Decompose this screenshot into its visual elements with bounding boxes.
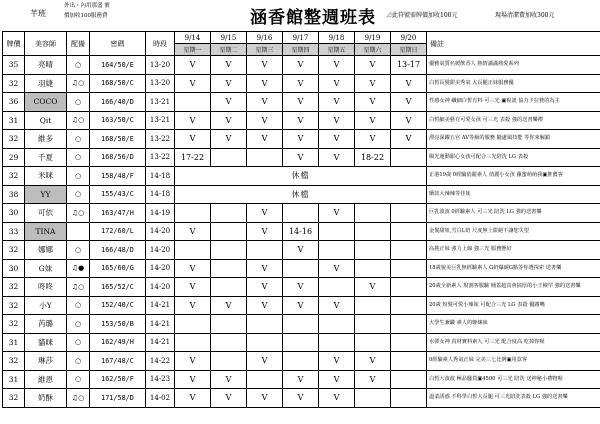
- day-cell: [175, 204, 211, 223]
- therapist-name: 維恩: [25, 370, 67, 389]
- note-cell: 優雅氣質名媛飲香人 熱情滿滿熱愛系列: [427, 56, 600, 75]
- day-cell: V: [211, 296, 247, 315]
- day-cell: [391, 370, 427, 389]
- date-header: 9/16: [247, 32, 283, 44]
- time-slot-cell: 14-21: [146, 333, 175, 352]
- measurement-cell: 168/50/E: [90, 130, 146, 149]
- price-cell: 32: [3, 352, 25, 371]
- price-cell: 32: [3, 241, 25, 260]
- day-cell: V: [319, 370, 355, 389]
- note-cell: 20歲全新素人 規割客服驗 桶蓋超真會搞厚的小王檢罕 強的送書樂: [427, 278, 600, 297]
- day-cell: V: [247, 296, 283, 315]
- price-cell: 32: [3, 130, 25, 149]
- day-cell: V: [175, 74, 211, 93]
- day-cell: [355, 259, 391, 278]
- config-cell: ○: [67, 93, 90, 112]
- note-cell: 0經驗素人秀氣正妹 完美三七比例▣用款客: [427, 352, 600, 371]
- day-cell: V: [319, 74, 355, 93]
- price-cell: 30: [3, 204, 25, 223]
- therapist-name: 小Y: [25, 296, 67, 315]
- time-slot-cell: 14-21: [146, 296, 175, 315]
- therapist-name: G妹: [25, 259, 67, 278]
- day-cell: V: [283, 56, 319, 75]
- price-cell: 35: [3, 56, 25, 75]
- day-cell: [211, 241, 247, 260]
- day-cell: V: [283, 111, 319, 130]
- price-cell: 32: [3, 296, 25, 315]
- measurement-cell: 162/50/F: [90, 370, 146, 389]
- day-cell: [355, 204, 391, 223]
- note-cell: 20歲 短髮可愛小辣妹 可配合三光 LG 表殺 優謝嘴: [427, 296, 600, 315]
- day-cell: [355, 389, 391, 408]
- day-off-cell: 休檔: [175, 167, 427, 186]
- price-cell: 31: [3, 370, 25, 389]
- col-header-measure: 密碼: [90, 32, 146, 56]
- day-cell: [175, 93, 211, 112]
- table-row: [3, 389, 600, 408]
- day-cell: V: [355, 370, 391, 389]
- day-cell: [391, 259, 427, 278]
- day-cell: [391, 389, 427, 408]
- weekday-header: 星期六: [355, 44, 391, 56]
- measurement-cell: 163/50/C: [90, 111, 146, 130]
- header-sub-2: 價加收100服務費: [64, 13, 108, 19]
- day-cell: V: [211, 56, 247, 75]
- day-cell: [391, 204, 427, 223]
- therapist-name: 羽婕: [25, 74, 67, 93]
- config-cell: ○: [67, 333, 90, 352]
- therapist-name: 維多: [25, 130, 67, 149]
- measurement-cell: 152/40/C: [90, 296, 146, 315]
- table-row: [3, 259, 600, 278]
- day-cell: V: [355, 352, 391, 371]
- day-cell: [355, 222, 391, 241]
- time-slot-cell: 13-22: [146, 148, 175, 167]
- day-cell: [355, 315, 391, 334]
- measurement-cell: 166/40/D: [90, 93, 146, 112]
- day-cell: 13-17: [391, 56, 427, 75]
- date-header: 9/14: [175, 32, 211, 44]
- price-cell: 30: [3, 259, 25, 278]
- table-row: [3, 93, 600, 112]
- measurement-cell: 165/60/G: [90, 259, 146, 278]
- note-cell: 陽光運動甜心女孩可配合三光陪洗 LG 表殺: [427, 148, 600, 167]
- measurement-cell: 155/43/C: [90, 185, 146, 204]
- header-row-dates: [3, 32, 600, 44]
- therapist-name: TINA: [25, 222, 67, 241]
- date-header: 9/20: [391, 32, 427, 44]
- table-row: [3, 241, 600, 260]
- day-cell: V: [319, 352, 355, 371]
- day-cell: [391, 315, 427, 334]
- note-cell: 巨乳波波 0經驗素人 可三光 陪洗 LG 強的送書樂: [427, 204, 600, 223]
- therapist-name: 咚咚: [25, 278, 67, 297]
- note-cell: 白皙細美藝有可愛女孩 可三光 表殺 強的送書樂禮: [427, 111, 600, 130]
- therapist-name: 奶酥: [25, 389, 67, 408]
- config-cell: ♫●: [67, 259, 90, 278]
- day-cell: [319, 241, 355, 260]
- table-row: [3, 315, 600, 334]
- date-header: 9/19: [355, 32, 391, 44]
- day-cell: V: [391, 130, 427, 149]
- config-cell: ♫○: [67, 278, 90, 297]
- day-cell: 14-16: [283, 222, 319, 241]
- day-cell: V: [247, 222, 283, 241]
- day-cell: V: [283, 278, 319, 297]
- day-cell: V: [175, 352, 211, 371]
- table-row: [3, 56, 600, 75]
- table-row: [3, 370, 600, 389]
- date-header: 9/18: [319, 32, 355, 44]
- weekday-header: 星期五: [319, 44, 355, 56]
- day-cell: [175, 333, 211, 352]
- config-cell: ♫○: [67, 204, 90, 223]
- note-cell: 白皙長髮甜美秀氣 大長腿正妹服務優: [427, 74, 600, 93]
- day-cell: V: [211, 370, 247, 389]
- shop-name: 芊班: [30, 9, 46, 18]
- day-cell: V: [175, 222, 211, 241]
- time-slot-cell: 14-18: [146, 167, 175, 186]
- measurement-cell: 163/47/H: [90, 204, 146, 223]
- table-row: [3, 278, 600, 297]
- config-cell: ♫○: [67, 74, 90, 93]
- day-cell: V: [283, 389, 319, 408]
- schedule-body: [3, 56, 600, 408]
- day-cell: V: [247, 278, 283, 297]
- page-header: [0, 0, 600, 30]
- price-cell: 33: [3, 222, 25, 241]
- day-cell: V: [175, 56, 211, 75]
- surcharge-note: ⊿此符號需牌價加收100元: [386, 12, 458, 19]
- day-cell: [319, 278, 355, 297]
- day-cell: V: [355, 111, 391, 130]
- day-cell: [211, 222, 247, 241]
- day-cell: V: [355, 56, 391, 75]
- therapist-name: 琳莎: [25, 352, 67, 371]
- day-cell: V: [391, 93, 427, 112]
- day-cell: [319, 222, 355, 241]
- day-cell: V: [283, 370, 319, 389]
- day-cell: V: [355, 74, 391, 93]
- time-slot-cell: 13-21: [146, 111, 175, 130]
- day-cell: [247, 148, 283, 167]
- day-cell: [391, 241, 427, 260]
- price-cell: 29: [3, 148, 25, 167]
- day-cell: V: [247, 130, 283, 149]
- col-header-name: 美容師: [25, 32, 67, 56]
- day-cell: V: [355, 278, 391, 297]
- therapist-name: 貓咪: [25, 333, 67, 352]
- day-cell: [355, 333, 391, 352]
- note-cell: 高挑正妹 強力上線 強三光 服務態好: [427, 241, 600, 260]
- day-cell: [283, 315, 319, 334]
- day-cell: 17-22: [175, 148, 211, 167]
- price-cell: 31: [3, 111, 25, 130]
- day-cell: V: [283, 74, 319, 93]
- config-cell: ♫○: [67, 389, 90, 408]
- day-cell: V: [211, 130, 247, 149]
- day-cell: [211, 278, 247, 297]
- time-slot-cell: 14-02: [146, 389, 175, 408]
- price-cell: 38: [3, 185, 25, 204]
- time-slot-cell: 14-18: [146, 185, 175, 204]
- day-cell: V: [211, 93, 247, 112]
- day-cell: V: [283, 130, 319, 149]
- therapist-name: 千夏: [25, 148, 67, 167]
- day-cell: V: [283, 93, 319, 112]
- day-cell: V: [391, 111, 427, 130]
- time-slot-cell: 14-22: [146, 352, 175, 371]
- note-cell: 金髮甜妞,雪白L奶 尺度無上限絕不讓您失望: [427, 222, 600, 241]
- table-row: [3, 167, 600, 186]
- col-header-no: 牌價: [3, 32, 25, 56]
- day-cell: V: [211, 111, 247, 130]
- day-cell: V: [247, 204, 283, 223]
- day-cell: V: [247, 389, 283, 408]
- day-cell: [211, 204, 247, 223]
- time-slot-cell: 13-22: [146, 130, 175, 149]
- config-cell: ○: [67, 352, 90, 371]
- therapist-name: 米咪: [25, 167, 67, 186]
- day-cell: [319, 333, 355, 352]
- measurement-cell: 172/60/L: [90, 222, 146, 241]
- day-off-cell: 休檔: [175, 185, 427, 204]
- note-cell: 性感女神 纖細白皙有料 可三光 ▣視訊 協力卡拉贊的為主: [427, 93, 600, 112]
- therapist-name: 亮晴: [25, 56, 67, 75]
- day-cell: [283, 333, 319, 352]
- day-cell: 18-22: [355, 148, 391, 167]
- table-row: [3, 74, 600, 93]
- table-row: [3, 148, 600, 167]
- day-cell: V: [319, 389, 355, 408]
- day-cell: [355, 296, 391, 315]
- config-cell: [67, 222, 90, 241]
- note-cell: 白皙大波波 極品騷貨▣4500 可三光 陪洗 送神秘小禮物喔: [427, 370, 600, 389]
- col-header-note: 備註: [427, 32, 600, 56]
- day-cell: [247, 370, 283, 389]
- day-cell: V: [319, 259, 355, 278]
- day-cell: V: [319, 93, 355, 112]
- config-cell: ○: [67, 296, 90, 315]
- measurement-cell: 165/52/C: [90, 278, 146, 297]
- day-cell: [391, 296, 427, 315]
- weekday-header: 星期日: [391, 44, 427, 56]
- config-cell: ○: [67, 370, 90, 389]
- day-cell: [247, 241, 283, 260]
- time-slot-cell: 13-20: [146, 56, 175, 75]
- note-cell: 嬌款大辣辣等佳妹: [427, 185, 600, 204]
- day-cell: [391, 148, 427, 167]
- measurement-cell: 164/50/E: [90, 56, 146, 75]
- config-cell: ○: [67, 315, 90, 334]
- date-header: 9/17: [283, 32, 319, 44]
- col-header-time: 時段: [146, 32, 175, 56]
- day-cell: [211, 333, 247, 352]
- time-slot-cell: 14-20: [146, 259, 175, 278]
- price-cell: 36: [3, 93, 25, 112]
- day-cell: V: [247, 93, 283, 112]
- time-slot-cell: 13-20: [146, 74, 175, 93]
- day-cell: V: [319, 111, 355, 130]
- day-cell: V: [319, 148, 355, 167]
- table-row: [3, 185, 600, 204]
- day-cell: V: [247, 259, 283, 278]
- day-cell: [391, 222, 427, 241]
- day-cell: [247, 333, 283, 352]
- weekday-header: 星期三: [247, 44, 283, 56]
- therapist-name: 娜娜: [25, 241, 67, 260]
- therapist-name: 芮璐: [25, 315, 67, 334]
- day-cell: [283, 352, 319, 371]
- header-sub-1: 外出・內用那盛 號: [64, 3, 110, 9]
- day-cell: [319, 315, 355, 334]
- therapist-name: Qit: [25, 111, 67, 130]
- day-cell: V: [175, 259, 211, 278]
- price-cell: 32: [3, 74, 25, 93]
- measurement-cell: 162/49/H: [90, 333, 146, 352]
- day-cell: V: [211, 74, 247, 93]
- day-cell: [211, 315, 247, 334]
- config-cell: ♫○: [67, 111, 90, 130]
- config-cell: ○: [67, 56, 90, 75]
- day-cell: V: [355, 93, 391, 112]
- day-cell: [211, 259, 247, 278]
- day-cell: [211, 148, 247, 167]
- page-title: 涵香館整週班表: [250, 8, 376, 28]
- note-cell: 漂亮深躍五官 AV等級的服務 隨處風技能 等你來解鎖: [427, 130, 600, 149]
- time-slot-cell: 14-21: [146, 315, 175, 334]
- measurement-cell: 153/50/B: [90, 315, 146, 334]
- day-cell: V: [175, 296, 211, 315]
- day-cell: V: [319, 204, 355, 223]
- time-slot-cell: 14-20: [146, 222, 175, 241]
- table-row: [3, 333, 600, 352]
- day-cell: V: [319, 130, 355, 149]
- table-row: [3, 130, 600, 149]
- table-row: [3, 111, 600, 130]
- table-row: [3, 296, 600, 315]
- price-cell: 32: [3, 315, 25, 334]
- time-slot-cell: 13-21: [146, 93, 175, 112]
- therapist-name: YY: [25, 185, 67, 204]
- day-cell: [355, 241, 391, 260]
- therapist-name: COCO: [25, 93, 67, 112]
- measurement-cell: 167/48/C: [90, 352, 146, 371]
- day-cell: [283, 259, 319, 278]
- day-cell: [247, 315, 283, 334]
- config-cell: ○: [67, 167, 90, 186]
- note-cell: 溫柔誘惑 不科學白皙大長腿 可三光陪洗表殺 LG 強的送書樂: [427, 389, 600, 408]
- day-cell: [283, 204, 319, 223]
- day-cell: [391, 352, 427, 371]
- table-row: [3, 352, 600, 371]
- cleaning-fee-note: 現場清潔費加收300元: [495, 12, 555, 19]
- note-cell: 大學生兼職 素人的姬絲妹: [427, 315, 600, 334]
- time-slot-cell: 14-23: [146, 370, 175, 389]
- day-cell: V: [247, 74, 283, 93]
- price-cell: 32: [3, 389, 25, 408]
- time-slot-cell: 14-20: [146, 241, 175, 260]
- day-cell: [175, 241, 211, 260]
- config-cell: ○: [67, 241, 90, 260]
- config-cell: ○: [67, 148, 90, 167]
- day-cell: V: [319, 56, 355, 75]
- day-cell: V: [391, 74, 427, 93]
- table-row: [3, 204, 600, 223]
- config-cell: ○: [67, 130, 90, 149]
- weekday-header: 星期二: [211, 44, 247, 56]
- day-cell: [391, 278, 427, 297]
- day-cell: [391, 333, 427, 352]
- day-cell: V: [283, 296, 319, 315]
- day-cell: [211, 352, 247, 371]
- time-slot-cell: 14-20: [146, 278, 175, 297]
- table-row: [3, 222, 600, 241]
- date-header: 9/15: [211, 32, 247, 44]
- note-cell: 18歲貌美巨乳無經驗素人 G奶爆碳G點等你選探索 送書樂: [427, 259, 600, 278]
- day-cell: V: [283, 241, 319, 260]
- day-cell: V: [247, 56, 283, 75]
- day-cell: V: [175, 389, 211, 408]
- price-cell: 31: [3, 333, 25, 352]
- day-cell: V: [355, 130, 391, 149]
- schedule-table: [2, 31, 600, 408]
- day-cell: V: [319, 296, 355, 315]
- note-cell: 正港19歲 0經驗俏麗素人 俏麗小女孩 蘿蜜萌萌我▣推薦客: [427, 167, 600, 186]
- day-cell: V: [175, 130, 211, 149]
- note-cell: 水彈女神 真材實料素人 可三光 配合度高 吃掉你喔: [427, 333, 600, 352]
- price-cell: 32: [3, 278, 25, 297]
- measurement-cell: 166/48/D: [90, 241, 146, 260]
- weekday-header: 星期一: [175, 44, 211, 56]
- price-cell: 32: [3, 167, 25, 186]
- day-cell: V: [175, 278, 211, 297]
- measurement-cell: 168/56/D: [90, 148, 146, 167]
- measurement-cell: 158/48/F: [90, 167, 146, 186]
- weekday-header: 星期四: [283, 44, 319, 56]
- day-cell: [175, 315, 211, 334]
- day-cell: V: [211, 389, 247, 408]
- measurement-cell: 168/50/C: [90, 74, 146, 93]
- measurement-cell: 171/58/D: [90, 389, 146, 408]
- day-cell: V: [247, 111, 283, 130]
- col-header-config: 配備: [67, 32, 90, 56]
- day-cell: V: [175, 370, 211, 389]
- therapist-name: 可依: [25, 204, 67, 223]
- time-slot-cell: 14-19: [146, 204, 175, 223]
- day-cell: V: [283, 148, 319, 167]
- config-cell: ○: [67, 185, 90, 204]
- day-cell: V: [247, 352, 283, 371]
- day-cell: V: [175, 111, 211, 130]
